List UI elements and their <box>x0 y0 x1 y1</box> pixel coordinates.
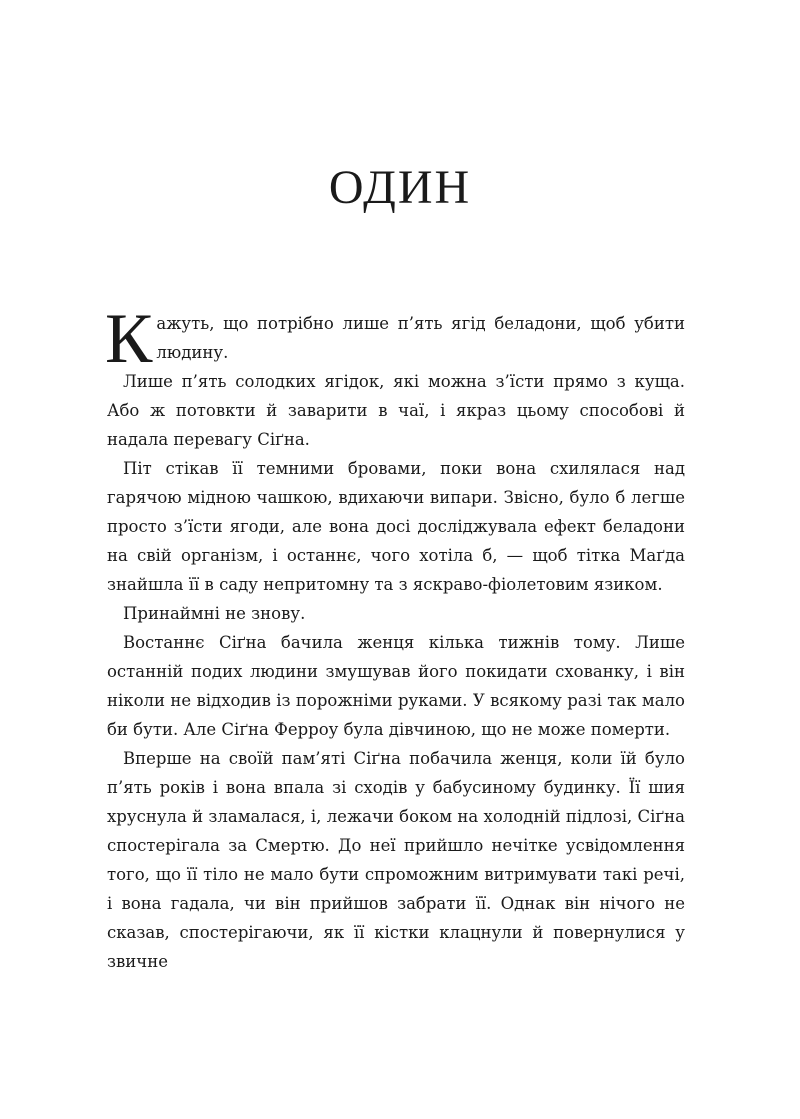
paragraph-2: Лише п’ять солодких ягідок, які можна з’їсти прямо з куща. Або ж потовкти й заварити в чаї, і якраз цьому способові й надала перевагу Сіґна. <box>107 372 685 449</box>
paragraph-4: Принаймні не знову. <box>123 604 306 623</box>
drop-cap: К <box>105 300 153 378</box>
paragraph-6: Вперше на своїй пам’яті Сіґна побачила женця, коли їй було п’ять років і вона впала зі сходів у бабусиному будинку. Її шия хруснула й зламалася, і, лежачи боком на холодній підлозі, Сіґна спостерігала за Смертю. До неї прийшло нечітке усвідомлення того, що її тіло не мало бути спроможним витримувати такі речі, і вона гадала, чи він прийшов забрати її. Однак він нічого не сказав, спостерігаючи, як її кістки клацнули й повернулися у звичне <box>107 749 685 971</box>
paragraph-5: Востаннє Сіґна бачила женця кілька тижнів тому. Лише останній подих людини змушував його покидати схованку, і він ніколи не відходив із порожніми руками. У всякому разі так мало би бути. Але Сіґна Ферроу була дівчиною, що не може померти. <box>107 633 685 739</box>
chapter-title: ОДИН <box>328 161 472 214</box>
paragraph-3: Піт стікав її темними бровами, поки вона схилялася над гарячою мідною чашкою, вдихаючи випари. Звісно, було б легше просто з’їсти ягоди, але вона досі досліджувала ефект беладони на свій організм, і останнє, чого хотіла б, — щоб тітка Маґда знайшла її в саду непритомну та з яскраво-фіолетовим язиком. <box>107 459 685 594</box>
paragraph-1 <box>105 300 685 378</box>
paragraph-1-text: ажуть, що потрібно лише п’ять ягід беладони, щоб убити людину. <box>156 314 685 362</box>
chapter-body <box>105 300 685 976</box>
